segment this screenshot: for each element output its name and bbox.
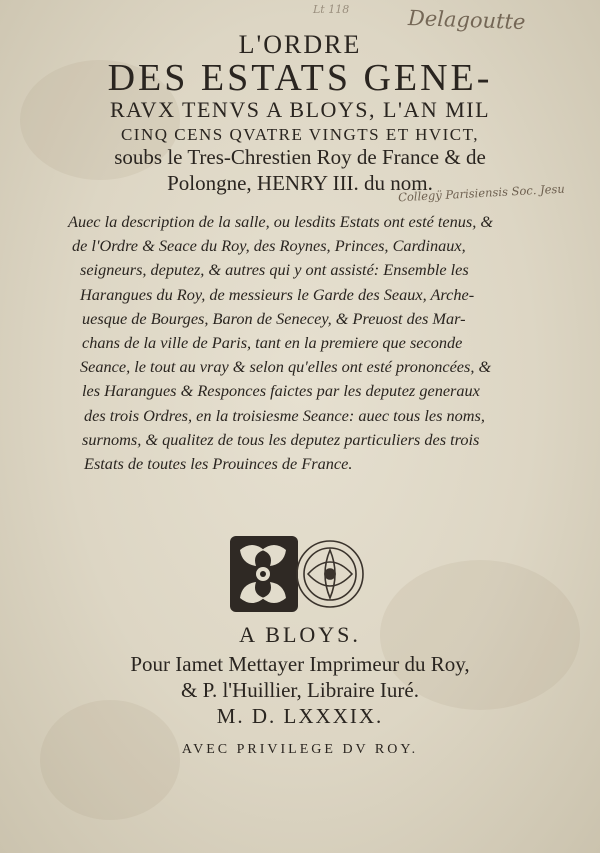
imprint-place: A BLOYS. xyxy=(239,622,361,647)
description-line: Harangues du Roy, de messieurs le Garde des Seaux, Arche- xyxy=(80,284,475,304)
printers-device xyxy=(228,532,373,622)
title-line-6: Polongne, HENRY III. du nom. xyxy=(167,171,433,195)
provenance-note: Collegÿ Parisiensis Soc. Jesu xyxy=(397,181,566,205)
printers-device-icon xyxy=(228,532,373,617)
description-paragraph xyxy=(68,210,523,476)
shelfmark-note: Lt 118 xyxy=(313,3,350,16)
privilege-line: AVEC PRIVILEGE DV ROY. xyxy=(181,742,419,757)
title-line-4: CINQ CENS QVATRE VINGTS ET HVICT, xyxy=(120,125,480,144)
imprint-bookseller: & P. l'Huillier, Libraire Iuré. xyxy=(181,678,419,702)
description-line: les Harangues & Responces faictes par les deputez generaux xyxy=(82,381,480,401)
description-line: Seance, le tout au vray & selon qu'elles ont esté prononcées, & xyxy=(80,357,492,377)
description-line: des trois Ordres, en la troisiesme Seance: auec tous les noms, xyxy=(84,405,485,425)
description-line: seigneurs, deputez, & autres qui y ont assisté: Ensemble les xyxy=(80,260,469,280)
description-line: Auec la description de la salle, ou lesdits Estats ont esté tenus, & xyxy=(68,212,494,231)
owner-signature: Delagoutte xyxy=(407,5,526,35)
imprint-printer: Pour Iamet Mettayer Imprimeur du Roy, xyxy=(130,652,470,676)
description-line: de l'Ordre & Seace du Roy, des Roynes, Princes, Cardinaux, xyxy=(72,236,466,256)
description-line: uesque de Bourges, Baron de Senecey, & Preuost des Mar- xyxy=(82,308,466,328)
title-line-3: RAVX TENVS A BLOYS, L'AN MIL xyxy=(109,97,491,122)
title-line-5: soubs le Tres-Chrestien Roy de France & de xyxy=(114,145,486,169)
title-line-1: L'ORDRE xyxy=(238,30,362,59)
title-line-2: DES ESTATS GENE- xyxy=(107,57,493,99)
description-line: chans de la ville de Paris, tant en la premiere que seconde xyxy=(82,333,463,353)
description-line: Estats de toutes les Prouinces de France. xyxy=(84,454,353,474)
imprint-year: M. D. LXXXIX. xyxy=(216,704,384,728)
description-line: surnoms, & qualitez de tous les deputez particuliers des trois xyxy=(82,429,480,449)
